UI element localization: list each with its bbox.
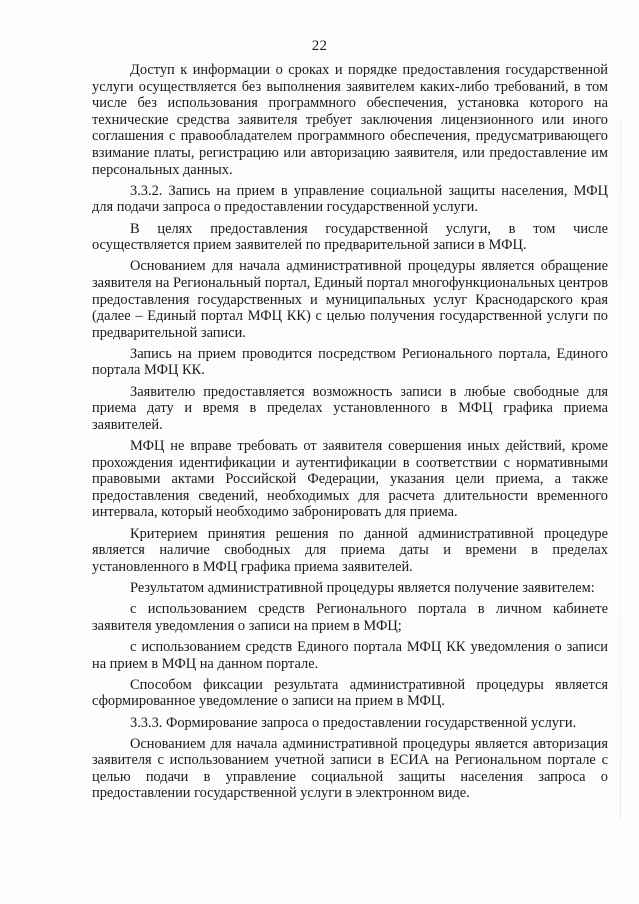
paragraph-free-slots: Заявителю предоставляется возможность записи в любые свободные для приема дату и время в пределах установленного в МФЦ графика приема заявителей. — [92, 383, 608, 433]
paragraph-preliminary-appointment: В целях предоставления государственной услуги, в том числе осуществляется прием заявителей по предварительной записи в МФЦ. — [92, 220, 608, 254]
paragraph-decision-criterion: Критерием принятия решения по данной административной процедуре является наличие свободных для приема даты и времени в пределах установленного в МФЦ графика приема заявителей. — [92, 525, 608, 575]
paragraph-result-regional-portal: с использованием средств Регионального портала в личном кабинете заявителя уведомления о записи на прием в МФЦ; — [92, 601, 608, 634]
paragraph-appointment-means: Запись на прием проводится посредством Регионального портала, Единого портала МФЦ КК. — [92, 345, 608, 379]
paragraph-access-info: Доступ к информации о сроках и порядке предоставления государственной услуги осуществляется без выполнения заявителем каких-либо требований, в том числе без использования программного обеспечения, установка которого на технические средства заявителя требует заключения лицензионного или иного соглашения с правообладателем программного обеспечения, предусматривающего взимание платы, регистрацию или авторизацию заявителя, или предоставление им персональных данных. — [92, 62, 608, 178]
paragraph-section-3-3-2: 3.3.2. Запись на прием в управление социальной защиты населения, МФЦ для подачи запроса о предоставлении государственной услуги. — [92, 182, 608, 216]
paragraph-section-3-3-3: 3.3.3. Формирование запроса о предоставлении государственной услуги. — [130, 714, 577, 731]
paragraph-result: Результатом административной процедуры является получение заявителем: — [130, 579, 595, 596]
paragraph-procedure-basis: Основанием для начала административной процедуры является обращение заявителя на Региональный портал, Единый портал многофункциональных центров предоставления государственных и муниципальных услуг Краснодарского края (далее – Единый портал МФЦ КК) с целью получения государственной услуги по предварительной записи. — [92, 258, 608, 341]
page-number: 22 — [311, 38, 328, 54]
paragraph-result-mfc-portal: с использованием средств Единого портала МФЦ КК уведомления о записи на прием в МФЦ на данном портале. — [92, 638, 608, 672]
scan-edge-mark — [620, 120, 621, 820]
paragraph-result-fixation: Способом фиксации результата административной процедуры является сформированное уведомление о записи на прием в МФЦ. — [92, 676, 608, 710]
document-body — [92, 62, 608, 802]
paragraph-mfc-restrictions: МФЦ не вправе требовать от заявителя совершения иных действий, кроме прохождения идентификации и аутентификации в соответствии с нормативными правовыми актами Российской Федерации, указания цели приема, а также предоставления сведений, необходимых для расчета длительности временного интервала, который необходимо забронировать для приема. — [92, 438, 608, 521]
paragraph-request-basis: Основанием для начала административной процедуры является авторизация заявителя с использованием учетной записи в ЕСИА на Региональном портале с целью подачи в управление социальной защиты населения запроса о предоставлении государственной услуги в электронном виде. — [92, 735, 608, 802]
